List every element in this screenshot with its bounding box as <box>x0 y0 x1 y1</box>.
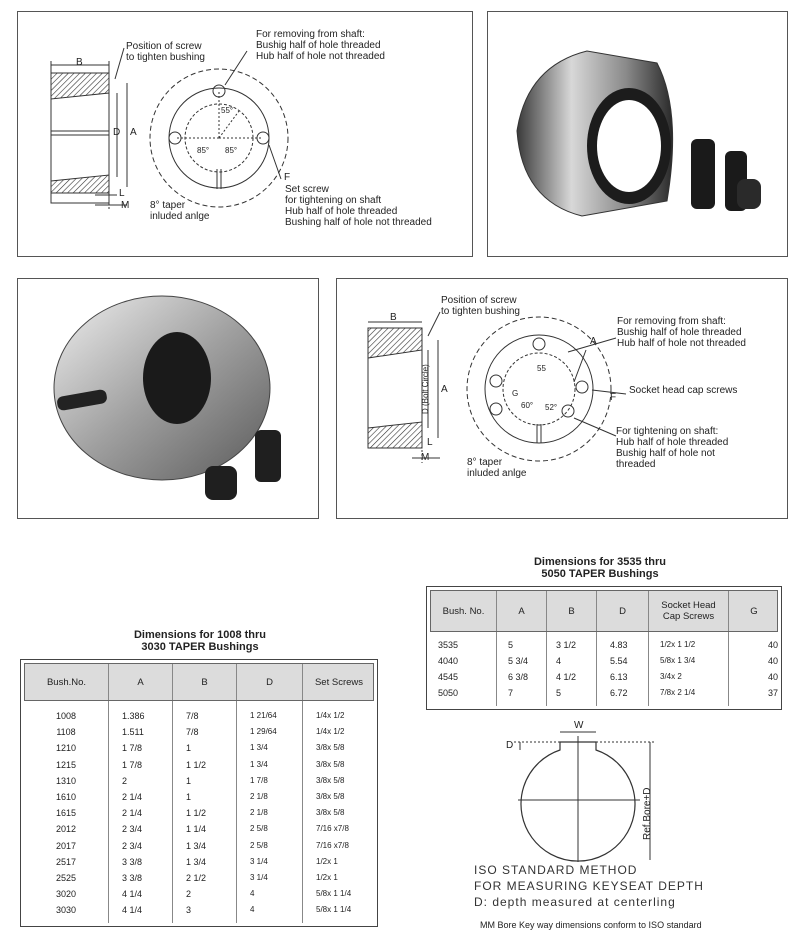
large-table-header <box>430 590 778 632</box>
table-cell: 2 1/4 <box>122 792 143 802</box>
table-row <box>24 886 374 902</box>
table-cell: 1.511 <box>122 727 144 738</box>
large-taper-note: 8° taper inluded anlge <box>467 457 527 479</box>
table-cell: 3/8x 5/8 <box>316 743 345 753</box>
dim-d-label: D <box>113 127 121 138</box>
keyseat-w-label: W <box>574 720 584 731</box>
large-col-header-bush-no: Bush. No. <box>431 591 497 631</box>
table-cell: 4.83 <box>610 640 628 650</box>
table-cell: 1/2x 1 1/2 <box>660 640 696 649</box>
table-cell: 1 1/4 <box>186 824 207 835</box>
col-header-set-screws: Set Screws <box>314 676 364 688</box>
col-header-bush-no: Bush.No. <box>25 664 109 700</box>
large-angle-52-label: 52° <box>545 403 558 412</box>
small-table-title: Dimensions for 1008 thru 3030 TAPER Bushings <box>133 629 267 653</box>
large-dim-b-label: B <box>390 312 397 323</box>
large-angle-60-label: 60° <box>521 401 534 410</box>
table-cell: 2 1/2 <box>186 873 207 883</box>
table-cell: 1/4x 1/2 <box>316 727 345 737</box>
table-cell: 6.13 <box>610 672 628 682</box>
keyseat-ref-label: Ref.Bore+D <box>642 787 653 840</box>
large-col-header-socket: Socket Head Cap Screws <box>649 591 729 631</box>
table-cell: 6.72 <box>610 688 628 698</box>
table-cell: 5/8x 1 3/4 <box>660 656 696 665</box>
table-row <box>24 789 374 805</box>
table-cell: 4545 <box>438 672 459 682</box>
table-cell: 1 3/4 <box>186 856 207 867</box>
large-dim-f-label: F <box>610 392 617 403</box>
table-cell: 3/8x 5/8 <box>316 792 345 801</box>
table-cell: 6 3/8 <box>508 672 529 682</box>
table-cell: 40 <box>767 640 778 650</box>
table-cell: 3535 <box>438 640 459 650</box>
table-cell: 37 <box>767 688 778 698</box>
table-cell: 2012 <box>55 824 77 835</box>
angle-85b-label: 85° <box>225 146 238 155</box>
bushing-photo <box>487 11 788 257</box>
table-cell: 7/16 x7/8 <box>316 824 349 834</box>
table-cell: 1.386 <box>122 711 145 721</box>
table-cell: 2 3/4 <box>122 824 143 835</box>
table-cell: 1 7/8 <box>250 775 268 785</box>
table-row <box>430 653 778 669</box>
large-dim-a-label: A <box>441 384 448 395</box>
table-row <box>430 669 778 685</box>
table-cell: 2 5/8 <box>250 840 268 850</box>
table-cell: 7/16 x7/8 <box>316 840 349 850</box>
dim-b-label: B <box>76 57 83 68</box>
table-cell: 3030 <box>55 905 77 916</box>
table-cell: 1 1/2 <box>186 759 207 770</box>
large-col-header-b: B <box>547 591 597 631</box>
table-cell: 7 <box>508 688 514 698</box>
keyseat-d-label: D <box>506 740 514 751</box>
table-cell: 2 3/4 <box>122 840 143 851</box>
table-cell: 40 <box>767 656 778 666</box>
table-cell: 2 1/8 <box>250 792 268 801</box>
table-cell: 2517 <box>55 856 77 867</box>
large-tightening-note: For tightening on shaft: Hub half of hole threaded Bushig half of hole not threaded <box>616 426 729 470</box>
table-row <box>430 637 778 653</box>
dim-f-label: F <box>284 172 291 183</box>
table-cell: 3/8x 5/8 <box>316 775 345 785</box>
large-dim-d-label: D (Bolt Circle) <box>421 364 430 414</box>
angle-55-label: 55° <box>221 106 234 115</box>
table-cell: 1 <box>186 743 192 754</box>
table-cell: 1 1/2 <box>186 808 207 819</box>
removing-note: For removing from shaft: Bushig half of hole threaded Hub half of hole not threaded <box>256 29 385 62</box>
angle-85a-label: 85° <box>197 146 210 155</box>
table-cell: 2 <box>122 775 128 786</box>
table-row <box>24 708 374 724</box>
table-row <box>24 838 374 854</box>
table-cell: 2017 <box>55 840 77 851</box>
table-cell: 2 1/4 <box>122 808 143 819</box>
table-cell: 3 3/8 <box>122 856 143 867</box>
table-cell: 4 <box>250 905 255 915</box>
table-cell: 1215 <box>55 759 77 770</box>
table-cell: 3/8x 5/8 <box>316 808 345 818</box>
table-cell: 1 21/64 <box>250 711 277 720</box>
keyseat-method-text: ISO STANDARD METHOD FOR MEASURING KEYSEAT DEPTH D: depth measured at centerling <box>474 863 704 909</box>
table-cell: 7/8 <box>186 727 199 738</box>
table-cell: 1610 <box>55 792 77 802</box>
table-cell: 2 <box>186 889 192 900</box>
table-cell: 3 1/2 <box>556 640 577 650</box>
table-row <box>24 740 374 756</box>
table-cell: 1615 <box>55 808 77 819</box>
table-row <box>24 724 374 740</box>
large-angle-55-label: 55 <box>537 364 546 373</box>
table-row <box>24 870 374 886</box>
table-cell: 3 3/8 <box>122 873 143 883</box>
large-col-header-g: G <box>750 605 758 617</box>
table-cell: 1108 <box>56 727 76 738</box>
large-bushing-table <box>426 586 782 710</box>
table-cell: 3 <box>186 905 192 916</box>
large-col-header-d: D <box>597 591 649 631</box>
col-header-b: B <box>173 664 237 700</box>
table-cell: 1 7/8 <box>122 743 143 754</box>
table-row <box>24 773 374 789</box>
table-cell: 3020 <box>55 889 77 900</box>
table-cell: 1 3/4 <box>186 840 207 851</box>
table-cell: 3 1/4 <box>250 856 268 866</box>
table-row <box>24 854 374 870</box>
col-header-a: A <box>109 664 173 700</box>
screw-position-note: Position of screw to tighten bushing <box>126 41 205 63</box>
table-row <box>430 685 778 701</box>
table-cell: 4 1/4 <box>122 905 143 916</box>
table-cell: 5.54 <box>610 656 628 666</box>
keyseat-footnote: MM Bore Key way dimensions conform to ISO standard <box>480 920 702 930</box>
table-cell: 2525 <box>55 873 77 883</box>
table-cell: 4040 <box>438 656 459 666</box>
dim-m-label: M <box>121 200 130 211</box>
table-row <box>24 821 374 837</box>
large-hole-a-label: A <box>590 336 597 347</box>
table-cell: 3/8x 5/8 <box>316 759 345 769</box>
large-dim-m-label: M <box>421 452 430 463</box>
dim-a-label: A <box>130 127 137 138</box>
table-cell: 5/8x 1 1/4 <box>316 889 352 899</box>
large-table-title: Dimensions for 3535 thru 5050 TAPER Bushings <box>533 556 667 580</box>
table-cell: 7/8x 2 1/4 <box>660 688 696 697</box>
col-header-d: D <box>237 664 303 700</box>
large-removing-note: For removing from shaft: Bushig half of hole threaded Hub half of hole not threaded <box>617 316 746 349</box>
table-cell: 1/4x 1/2 <box>316 711 345 720</box>
table-cell: 1 <box>186 775 192 786</box>
table-cell: 2 1/8 <box>250 808 268 818</box>
set-screw-note: Set screw for tightening on shaft Hub half of hole threaded Bushing half of hole not threaded <box>285 184 432 228</box>
table-cell: 3/4x 2 <box>660 672 682 681</box>
table-cell: 4 1/4 <box>122 889 143 900</box>
table-cell: 7/8 <box>186 711 199 721</box>
table-cell: 5 <box>508 640 514 650</box>
table-cell: 4 <box>250 889 255 899</box>
table-cell: 1 3/4 <box>250 743 268 753</box>
table-cell: 1 3/4 <box>250 759 268 769</box>
table-cell: 1 <box>186 792 192 802</box>
large-bushing-drawing <box>336 278 788 519</box>
large-dim-l-label: L <box>427 437 433 448</box>
table-row <box>24 805 374 821</box>
table-cell: 5/8x 1 1/4 <box>316 905 352 915</box>
table-cell: 1310 <box>55 775 77 786</box>
table-cell: 1210 <box>55 743 77 754</box>
small-bushing-table <box>20 659 378 927</box>
dim-l-label: L <box>119 188 125 199</box>
table-cell: 5 <box>556 688 562 698</box>
table-cell: 2 5/8 <box>250 824 268 834</box>
table-cell: 1008 <box>55 711 77 721</box>
taper-note: 8° taper inluded anlge <box>150 200 210 222</box>
small-table-header <box>24 663 374 701</box>
table-cell: 5 3/4 <box>508 656 529 666</box>
table-row <box>24 757 374 773</box>
large-screw-position-note: Position of screw to tighten bushing <box>441 295 520 317</box>
table-cell: 1/2x 1 <box>316 856 338 866</box>
table-cell: 5050 <box>438 688 459 698</box>
table-cell: 4 <box>556 656 562 666</box>
table-cell: 3 1/4 <box>250 873 268 882</box>
table-cell: 1 29/64 <box>250 727 277 737</box>
large-hole-g-label: G <box>512 389 519 398</box>
socket-screws-note: Socket head cap screws <box>629 385 738 396</box>
bushing-photo-2 <box>17 278 319 519</box>
table-cell: 1/2x 1 <box>316 873 338 882</box>
large-col-header-a: A <box>497 591 547 631</box>
table-cell: 4 1/2 <box>556 672 577 682</box>
table-cell: 40 <box>767 672 778 682</box>
table-row <box>24 902 374 918</box>
table-cell: 1 7/8 <box>122 759 143 770</box>
